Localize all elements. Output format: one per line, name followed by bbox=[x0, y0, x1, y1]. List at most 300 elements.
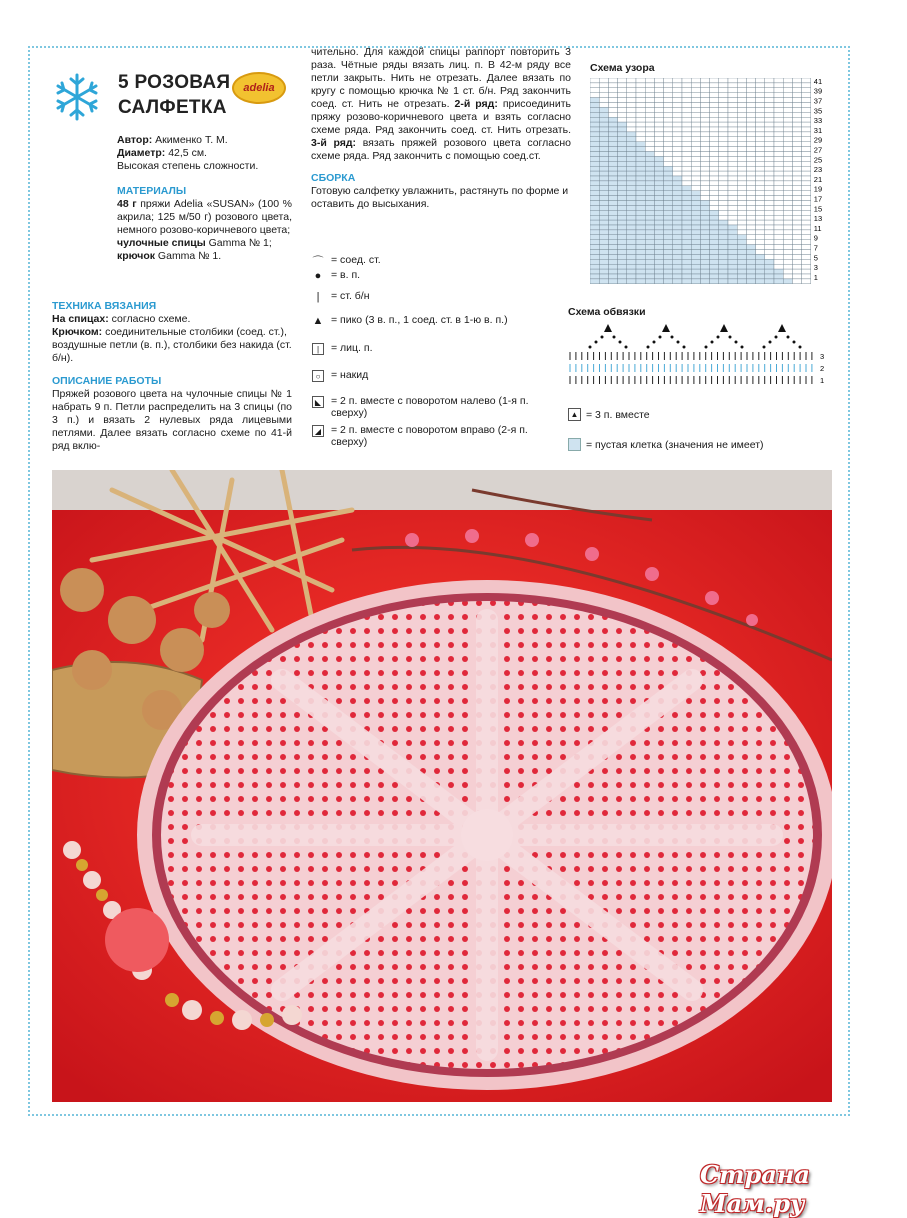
chart-cell bbox=[645, 196, 654, 201]
diameter-label: Диаметр: bbox=[117, 147, 166, 159]
chart-cell bbox=[654, 279, 663, 284]
chart-cell bbox=[774, 245, 783, 250]
chart-cell bbox=[792, 171, 801, 176]
chart-cell bbox=[737, 161, 746, 166]
chart-cell bbox=[618, 93, 627, 98]
author-label: Автор: bbox=[117, 134, 153, 146]
chart-cell bbox=[664, 274, 673, 279]
chart-cell bbox=[719, 88, 728, 93]
chart-cell bbox=[645, 93, 654, 98]
chart-cell bbox=[664, 191, 673, 196]
chart-cell bbox=[746, 98, 755, 103]
chart-cell bbox=[599, 254, 608, 259]
chart-cell bbox=[645, 171, 654, 176]
chart-cell bbox=[737, 103, 746, 108]
chart-cell bbox=[802, 166, 811, 171]
legend-text: = 2 п. вместе с поворотом вправо (2-я п. сверху) bbox=[331, 424, 528, 448]
chart-cell bbox=[691, 122, 700, 127]
chart-cell bbox=[664, 210, 673, 215]
row3-text: вязать пряжей розового цвета согласно схеме ряда. Ряд закончить с помощью соед.ст. bbox=[311, 137, 572, 162]
chart-cell bbox=[664, 225, 673, 230]
chart-cell bbox=[636, 78, 645, 83]
picot-icon: ▲ bbox=[312, 315, 324, 327]
chart-cell bbox=[682, 161, 691, 166]
chart-cell bbox=[691, 279, 700, 284]
description-part1: Пряжей розового цвета на чулочные спицы № 1 набрать 9 п. Петли распределить на 3 спицы (по 3 п.) и вязать 2 нулевых ряда лицевыми петлями. Далее вязать согласно схеме по 41-й ряд вклю- bbox=[52, 388, 292, 452]
chart-cell bbox=[728, 220, 737, 225]
chart-cell bbox=[599, 78, 608, 83]
chart-cell bbox=[664, 220, 673, 225]
chart-cell bbox=[627, 93, 636, 98]
chart-cell bbox=[802, 98, 811, 103]
chart-cell bbox=[654, 122, 663, 127]
chart-cell bbox=[792, 235, 801, 240]
watermark: Страна Мам.ру bbox=[700, 1160, 810, 1218]
chart-cell bbox=[627, 98, 636, 103]
chart-cell bbox=[746, 176, 755, 181]
chart-cell bbox=[645, 250, 654, 255]
technique-hook-text: соединительные столбики (соед. ст.), воздушные петли (в. п.), столбики без накида (ст. б/н). bbox=[52, 326, 292, 364]
chain-dot bbox=[735, 341, 738, 344]
chart-cell bbox=[664, 240, 673, 245]
chart-cell bbox=[664, 103, 673, 108]
chart-cell bbox=[783, 117, 792, 122]
chart-cell bbox=[746, 215, 755, 220]
chart-cell bbox=[728, 107, 737, 112]
chart-cell bbox=[608, 240, 617, 245]
needles-label: чулочные спицы bbox=[117, 237, 206, 249]
chart-cell bbox=[664, 137, 673, 142]
chart-cell bbox=[645, 225, 654, 230]
chart-cell bbox=[636, 83, 645, 88]
chart-cell bbox=[691, 274, 700, 279]
chart-cell bbox=[608, 279, 617, 284]
chain-dot bbox=[683, 346, 686, 349]
chart-cell bbox=[728, 147, 737, 152]
chart-cell bbox=[802, 201, 811, 206]
chart-cell bbox=[719, 186, 728, 191]
chart-cell bbox=[691, 245, 700, 250]
chart-cell bbox=[664, 176, 673, 181]
chart-cell bbox=[802, 264, 811, 269]
chart-cell bbox=[746, 137, 755, 142]
chart-cell bbox=[802, 83, 811, 88]
chart-cell bbox=[765, 98, 774, 103]
legend-item bbox=[311, 395, 541, 419]
difficulty-line: Высокая степень сложности. bbox=[117, 160, 259, 172]
chart-cell bbox=[682, 137, 691, 142]
chart-cell bbox=[737, 191, 746, 196]
chart-cell bbox=[645, 83, 654, 88]
chart-cell bbox=[756, 205, 765, 210]
chart-cell bbox=[802, 205, 811, 210]
chart-cell bbox=[737, 205, 746, 210]
chart-cell bbox=[608, 201, 617, 206]
chart-cell bbox=[756, 201, 765, 206]
chart-cell bbox=[756, 240, 765, 245]
chart-cell bbox=[737, 215, 746, 220]
chart-cell bbox=[627, 269, 636, 274]
chart-cell bbox=[673, 225, 682, 230]
chart-cell bbox=[774, 250, 783, 255]
chart-cell bbox=[746, 240, 755, 245]
chart-cell bbox=[636, 220, 645, 225]
chart-cell bbox=[590, 215, 599, 220]
chart-cell bbox=[682, 205, 691, 210]
hook-text: Gamma № 1. bbox=[155, 250, 222, 262]
chart-cell bbox=[664, 152, 673, 157]
legend-text: = пико (3 в. п., 1 соед. ст. в 1-ю в. п.) bbox=[331, 314, 508, 326]
author-line bbox=[117, 134, 292, 147]
chart-cell bbox=[627, 88, 636, 93]
chart-cell bbox=[728, 137, 737, 142]
diameter-line bbox=[117, 147, 292, 160]
chart-cell bbox=[783, 142, 792, 147]
chart-cell bbox=[618, 259, 627, 264]
chart-cell bbox=[719, 122, 728, 127]
chart-cell bbox=[608, 196, 617, 201]
chart-cell bbox=[746, 220, 755, 225]
chart-cell bbox=[710, 269, 719, 274]
chart-cell bbox=[719, 269, 728, 274]
chart-cell bbox=[792, 186, 801, 191]
chart-cell bbox=[700, 274, 709, 279]
chart-cell bbox=[710, 205, 719, 210]
chart-cell bbox=[783, 225, 792, 230]
chart-cell bbox=[746, 127, 755, 132]
chart-cell bbox=[636, 171, 645, 176]
chart-cell bbox=[802, 147, 811, 152]
chart-cell bbox=[636, 152, 645, 157]
chain-dot bbox=[671, 336, 674, 339]
chart-cell bbox=[664, 78, 673, 83]
chart-cell bbox=[700, 220, 709, 225]
chart-cell bbox=[719, 274, 728, 279]
chart-cell bbox=[700, 250, 709, 255]
chart-cell bbox=[802, 186, 811, 191]
chart-cell bbox=[700, 279, 709, 284]
chart-cell bbox=[792, 107, 801, 112]
chart-cell bbox=[608, 220, 617, 225]
chart-cell bbox=[719, 78, 728, 83]
chart-cell bbox=[756, 215, 765, 220]
row-label: 25 bbox=[813, 155, 823, 165]
chart-cell bbox=[700, 171, 709, 176]
chart-cell bbox=[728, 235, 737, 240]
chart-cell bbox=[728, 269, 737, 274]
chart-cell bbox=[728, 225, 737, 230]
chart-cell bbox=[746, 191, 755, 196]
chart-cell bbox=[719, 225, 728, 230]
chart-cell bbox=[682, 186, 691, 191]
legend-text: = лиц. п. bbox=[331, 342, 373, 354]
chart-cell bbox=[608, 254, 617, 259]
chart-cell bbox=[737, 147, 746, 152]
chart-cell bbox=[627, 78, 636, 83]
chart-cell bbox=[664, 122, 673, 127]
chart-cell bbox=[618, 230, 627, 235]
chart-cell bbox=[746, 181, 755, 186]
chart-cell bbox=[664, 245, 673, 250]
chart-cell bbox=[746, 245, 755, 250]
chart-cell bbox=[746, 88, 755, 93]
chart-cell bbox=[590, 196, 599, 201]
chart-cell bbox=[673, 83, 682, 88]
chart-cell bbox=[765, 191, 774, 196]
meta-block bbox=[117, 134, 292, 263]
chart-cell bbox=[636, 210, 645, 215]
chart-cell bbox=[654, 186, 663, 191]
chart-cell bbox=[710, 78, 719, 83]
chart-cell bbox=[700, 156, 709, 161]
chart-cell bbox=[627, 274, 636, 279]
chart-cell bbox=[783, 235, 792, 240]
chart-cell bbox=[737, 83, 746, 88]
chart-cell bbox=[792, 78, 801, 83]
chart-cell bbox=[746, 132, 755, 137]
chart-cell bbox=[654, 137, 663, 142]
chart-cell bbox=[618, 147, 627, 152]
chart-cell bbox=[636, 132, 645, 137]
chart-cell bbox=[783, 166, 792, 171]
chart-cell bbox=[783, 245, 792, 250]
chart-cell bbox=[756, 132, 765, 137]
chart-cell bbox=[774, 112, 783, 117]
chart-cell bbox=[756, 269, 765, 274]
chart-cell bbox=[590, 245, 599, 250]
chart-cell bbox=[728, 171, 737, 176]
chart-cell bbox=[737, 112, 746, 117]
chart-cell bbox=[636, 181, 645, 186]
chart-cell bbox=[765, 245, 774, 250]
chart-cell bbox=[654, 245, 663, 250]
chart-cell bbox=[618, 250, 627, 255]
chart-cell bbox=[673, 147, 682, 152]
chart-cell bbox=[792, 181, 801, 186]
empty-cell-note bbox=[568, 438, 764, 451]
chart-cell bbox=[645, 107, 654, 112]
chart-cell bbox=[737, 240, 746, 245]
chart-cell bbox=[664, 196, 673, 201]
chart-cell bbox=[673, 264, 682, 269]
chart-cell bbox=[599, 230, 608, 235]
chart-cell bbox=[599, 274, 608, 279]
chart-cell bbox=[710, 166, 719, 171]
chain-dot bbox=[799, 346, 802, 349]
chart-cell bbox=[783, 176, 792, 181]
chart-cell bbox=[645, 191, 654, 196]
chart-cell bbox=[746, 112, 755, 117]
chart-cell bbox=[618, 137, 627, 142]
chain-dot bbox=[741, 346, 744, 349]
chart-cell bbox=[627, 215, 636, 220]
chart-cell bbox=[608, 245, 617, 250]
chart-cell bbox=[756, 152, 765, 157]
chart-cell bbox=[627, 166, 636, 171]
chain-dot bbox=[793, 341, 796, 344]
row-label: 29 bbox=[813, 135, 823, 145]
chart-cell bbox=[618, 186, 627, 191]
chart-cell bbox=[765, 181, 774, 186]
chart-cell bbox=[682, 166, 691, 171]
chart-cell bbox=[636, 264, 645, 269]
chain-dot bbox=[717, 336, 720, 339]
chart-cell bbox=[700, 230, 709, 235]
chart-cell bbox=[673, 186, 682, 191]
chart-cell bbox=[654, 103, 663, 108]
chart-cell bbox=[682, 98, 691, 103]
chart-cell bbox=[710, 259, 719, 264]
technique-needles bbox=[52, 313, 292, 326]
chart-cell bbox=[654, 196, 663, 201]
empty-cell-text: = пустая клетка (значения не имеет) bbox=[586, 438, 764, 451]
chart-cell bbox=[765, 215, 774, 220]
chart-cell bbox=[645, 122, 654, 127]
chart-cell bbox=[608, 147, 617, 152]
chart-cell bbox=[636, 103, 645, 108]
chart-cell bbox=[737, 210, 746, 215]
chart-cell bbox=[682, 83, 691, 88]
chart-cell bbox=[774, 264, 783, 269]
chart-cell bbox=[664, 88, 673, 93]
chart-cell bbox=[654, 254, 663, 259]
chart-cell bbox=[645, 259, 654, 264]
chart-cell bbox=[618, 127, 627, 132]
chart-cell bbox=[765, 132, 774, 137]
chart-cell bbox=[710, 210, 719, 215]
chart-cell bbox=[700, 201, 709, 206]
chart-cell bbox=[590, 166, 599, 171]
chart-cell bbox=[627, 205, 636, 210]
chart-cell bbox=[636, 254, 645, 259]
chart-cell bbox=[765, 186, 774, 191]
chart-cell bbox=[802, 250, 811, 255]
chart-cell bbox=[783, 191, 792, 196]
chart-cell bbox=[590, 88, 599, 93]
chart-cell bbox=[774, 166, 783, 171]
chart-cell bbox=[664, 264, 673, 269]
chart-cell bbox=[737, 132, 746, 137]
chart-cell bbox=[664, 279, 673, 284]
chart-cell bbox=[682, 215, 691, 220]
chart-cell bbox=[627, 259, 636, 264]
chart-cell bbox=[627, 181, 636, 186]
chart-cell bbox=[673, 78, 682, 83]
chart-cell bbox=[802, 127, 811, 132]
chart-cell bbox=[608, 122, 617, 127]
chart-cell bbox=[737, 171, 746, 176]
chart-cell bbox=[756, 220, 765, 225]
chart-cell bbox=[765, 259, 774, 264]
chart-cell bbox=[802, 269, 811, 274]
chart-cell bbox=[691, 264, 700, 269]
chain-dot bbox=[775, 336, 778, 339]
chart-cell bbox=[765, 176, 774, 181]
chart-cell bbox=[792, 166, 801, 171]
edging-row-label: 1 bbox=[820, 376, 825, 385]
chart-cell bbox=[765, 83, 774, 88]
chart-cell bbox=[590, 103, 599, 108]
chart-cell bbox=[682, 230, 691, 235]
bar-icon: | bbox=[316, 291, 320, 303]
chart-cell bbox=[802, 210, 811, 215]
chart-cell bbox=[618, 132, 627, 137]
chart-cell bbox=[710, 88, 719, 93]
chart-cell bbox=[645, 274, 654, 279]
yarn-text: пряжи Adelia «SUSAN» (100 % акрила; 125 м/50 г) розового цвета, немного розово-коричневого цвета; bbox=[117, 198, 292, 236]
chart-cell bbox=[746, 117, 755, 122]
chart-cell bbox=[599, 220, 608, 225]
chain-dot bbox=[589, 346, 592, 349]
chart-cell bbox=[710, 181, 719, 186]
chart-cell bbox=[792, 152, 801, 157]
chart-cell bbox=[673, 240, 682, 245]
chart-cell bbox=[627, 240, 636, 245]
chart-cell bbox=[664, 142, 673, 147]
chart-cell bbox=[618, 274, 627, 279]
chart-cell bbox=[645, 142, 654, 147]
chart-cell bbox=[710, 254, 719, 259]
chart-cell bbox=[774, 161, 783, 166]
chart-cell bbox=[691, 176, 700, 181]
chart-cell bbox=[636, 259, 645, 264]
chart-cell bbox=[792, 156, 801, 161]
chart-cell bbox=[728, 264, 737, 269]
chart-cell bbox=[710, 245, 719, 250]
row3-label: 3-й ряд: bbox=[311, 137, 357, 149]
chart-cell bbox=[608, 176, 617, 181]
chart-cell bbox=[756, 235, 765, 240]
chart-cell bbox=[627, 254, 636, 259]
chart-cell bbox=[636, 176, 645, 181]
chart-cell bbox=[645, 279, 654, 284]
chart-cell bbox=[774, 240, 783, 245]
chart-cell bbox=[673, 93, 682, 98]
chart-cell bbox=[682, 127, 691, 132]
chart-cell bbox=[792, 250, 801, 255]
chart-cell bbox=[664, 166, 673, 171]
chart-cell bbox=[792, 220, 801, 225]
chart-cell bbox=[608, 161, 617, 166]
chart-cell bbox=[746, 142, 755, 147]
chart-cell bbox=[645, 181, 654, 186]
chart-cell bbox=[599, 107, 608, 112]
chart-cell bbox=[746, 274, 755, 279]
chart-cell bbox=[627, 152, 636, 157]
chart-cell bbox=[627, 245, 636, 250]
chart-cell bbox=[654, 152, 663, 157]
chart-cell bbox=[590, 205, 599, 210]
chart-cell bbox=[710, 93, 719, 98]
chart-cell bbox=[599, 132, 608, 137]
chart-cell bbox=[783, 127, 792, 132]
chart-cell bbox=[774, 152, 783, 157]
chart-cell bbox=[645, 166, 654, 171]
chart-cell bbox=[636, 117, 645, 122]
chart-cell bbox=[792, 112, 801, 117]
chart-cell bbox=[700, 240, 709, 245]
chart-cell bbox=[783, 171, 792, 176]
chart-cell bbox=[756, 98, 765, 103]
chart-cell bbox=[719, 235, 728, 240]
right-dec-icon: ◢ bbox=[311, 424, 325, 438]
chart-cell bbox=[636, 279, 645, 284]
chart-cell bbox=[645, 245, 654, 250]
chart-cell bbox=[599, 279, 608, 284]
chart-cell bbox=[654, 264, 663, 269]
chart-cell bbox=[608, 93, 617, 98]
chart-cell bbox=[737, 137, 746, 142]
